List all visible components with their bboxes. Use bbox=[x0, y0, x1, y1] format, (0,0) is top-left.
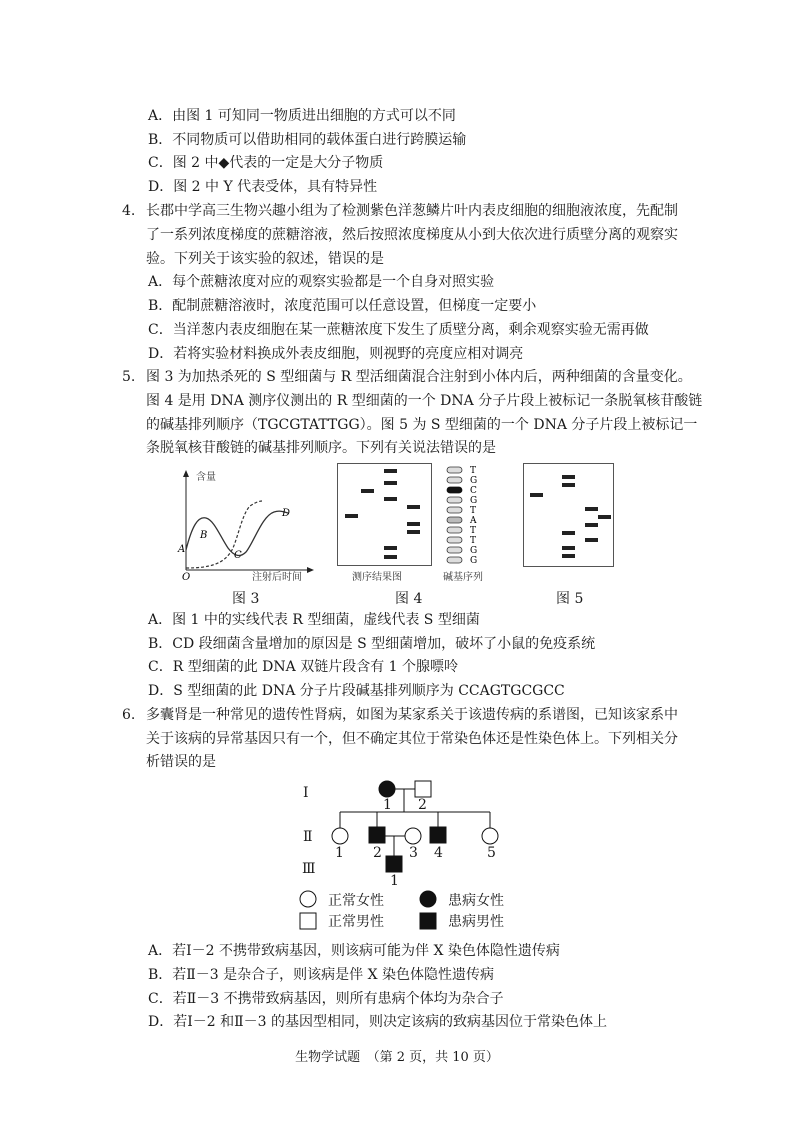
gen2-individual-2 bbox=[369, 827, 385, 843]
q4-option-c: C．当洋葱内表皮细胞在某一蔗糖浓度下发生了质壁分离，剩余观察实验无需再做 bbox=[148, 322, 649, 338]
q4-stem-line-2: 了一系列浓度梯度的蔗糖溶液，然后按照浓度梯度从小到大依次进行质壁分离的观察实 bbox=[146, 227, 678, 243]
q6-option-c: C．若Ⅱ－3 不携带致病基因，则所有患病个体均为杂合子 bbox=[148, 991, 504, 1007]
q5-option-b: B．CD 段细菌含量增加的原因是 S 型细菌增加，破坏了小鼠的免疫系统 bbox=[148, 636, 596, 652]
q3-option-d: D．图 2 中 Y 代表受体，具有特异性 bbox=[148, 179, 378, 195]
generation-label-3: Ⅲ bbox=[302, 861, 316, 877]
q4-option-b: B．配制蔗糖溶液时，浓度范围可以任意设置，但梯度一定要小 bbox=[148, 298, 537, 314]
q5-option-a: A．图 1 中的实线代表 R 型细菌，虚线代表 S 型细菌 bbox=[148, 612, 480, 628]
fig4-sublabel-left: 测序结果图 bbox=[352, 572, 402, 583]
legend-normal-male-symbol bbox=[300, 913, 316, 929]
q6-stem-line-3: 析错误的是 bbox=[146, 754, 216, 770]
gen2-number-4: 4 bbox=[434, 845, 443, 861]
q4-stem-line-3: 验。下列关于该实验的叙述，错误的是 bbox=[146, 251, 384, 267]
fig4-base-3: C bbox=[470, 486, 477, 496]
q5-stem-line-2: 图 4 是用 DNA 测序仪测出的 R 型细菌的一个 DNA 分子片段上被标记一条脱氧核苷酸链 bbox=[146, 393, 703, 409]
gen1-number-2: 2 bbox=[418, 797, 427, 813]
q6-number: 6. bbox=[122, 707, 136, 723]
q6-option-d: D．若Ⅰ－2 和Ⅱ－3 的基因型相同，则决定该病的致病基因位于常染色体上 bbox=[148, 1014, 607, 1030]
generation-label-1: Ⅰ bbox=[303, 785, 309, 801]
figure-5-sequencing bbox=[523, 463, 615, 568]
fig4-base-9: G bbox=[470, 546, 478, 556]
figure-4-sequencing bbox=[337, 463, 497, 567]
legend-affected-female-symbol bbox=[420, 891, 436, 907]
gen2-individual-4 bbox=[430, 827, 446, 843]
page-footer: 生物学试题 （第 2 页，共 10 页） bbox=[295, 1050, 499, 1065]
fig3-point-b: B bbox=[200, 530, 208, 541]
gen1-number-1: 1 bbox=[383, 797, 392, 813]
fig3-point-c: C bbox=[234, 550, 242, 561]
fig3-ylabel: 含量 bbox=[196, 472, 216, 483]
fig3-caption: 图 3 bbox=[232, 591, 260, 607]
generation-label-2: Ⅱ bbox=[303, 829, 313, 845]
gen3-individual-1 bbox=[386, 856, 402, 872]
gen1-individual-1 bbox=[379, 781, 395, 797]
q5-stem-line-1: 图 3 为加热杀死的 S 型细菌与 R 型活细菌混合注射到小体内后，两种细菌的含量变化。 bbox=[146, 369, 692, 385]
gen2-individual-3 bbox=[405, 828, 421, 844]
q5-number: 5. bbox=[122, 369, 136, 385]
q6-stem-line-2: 关于该病的异常基因只有一个，但不确定其位于常染色体还是性染色体上。下列相关分 bbox=[146, 731, 678, 747]
legend-affected-male-symbol bbox=[420, 913, 436, 929]
legend-affected-female: 患病女性 bbox=[448, 893, 504, 909]
q5-option-c: C．R 型细菌的此 DNA 双链片段含有 1 个腺嘌呤 bbox=[148, 659, 458, 675]
fig4-base-7: T bbox=[470, 526, 477, 536]
fig4-base-10: G bbox=[470, 556, 478, 566]
q5-stem-line-3: 的碱基排列顺序（TGCGTATTGG）。图 5 为 S 型细菌的一个 DNA 分子片段上被标记一 bbox=[146, 417, 698, 433]
gen1-individual-2 bbox=[415, 781, 431, 797]
legend-normal-male: 正常男性 bbox=[328, 914, 384, 930]
fig4-base-8: T bbox=[470, 536, 477, 546]
fig4-base-5: T bbox=[470, 506, 477, 516]
legend-normal-female: 正常女性 bbox=[328, 893, 384, 909]
gen2-individual-5 bbox=[482, 828, 498, 844]
q6-option-a: A．若Ⅰ－2 不携带致病基因，则该病可能为伴 X 染色体隐性遗传病 bbox=[148, 943, 560, 959]
fig3-xlabel: 注射后时间 bbox=[252, 572, 302, 583]
fig4-sublabel-right: 碱基序列 bbox=[443, 572, 483, 583]
legend-normal-female-symbol bbox=[300, 891, 316, 907]
fig4-caption: 图 4 bbox=[395, 591, 423, 607]
fig4-base-1: T bbox=[470, 466, 477, 476]
q3-option-b: B．不同物质可以借助相同的载体蛋白进行跨膜运输 bbox=[148, 132, 467, 148]
gen2-number-5: 5 bbox=[487, 845, 496, 861]
q4-option-d: D．若将实验材料换成外表皮细胞，则视野的亮度应相对调亮 bbox=[148, 346, 524, 362]
q6-stem-line-1: 多囊肾是一种常见的遗传性肾病，如图为某家系关于该遗传病的系谱图，已知该家系中 bbox=[146, 707, 678, 723]
q4-number: 4. bbox=[122, 203, 136, 219]
fig4-base-4: G bbox=[470, 496, 478, 506]
q5-stem-line-4: 条脱氧核苷酸链的碱基排列顺序。下列有关说法错误的是 bbox=[146, 440, 496, 456]
q6-option-b: B．若Ⅱ－3 是杂合子，则该病是伴 X 染色体隐性遗传病 bbox=[148, 967, 495, 983]
legend-affected-male: 患病男性 bbox=[448, 914, 504, 930]
fig4-base-2: G bbox=[470, 476, 478, 486]
gen2-number-3: 3 bbox=[409, 845, 418, 861]
gen2-number-1: 1 bbox=[335, 845, 344, 861]
fig4-base-ladder bbox=[447, 467, 462, 563]
q4-stem-line-1: 长郡中学高三生物兴趣小组为了检测紫色洋葱鳞片叶内表皮细胞的细胞液浓度，先配制 bbox=[146, 203, 678, 219]
figure-3-graph bbox=[170, 466, 320, 584]
fig3-point-d: D bbox=[282, 508, 291, 519]
fig4-base-6: A bbox=[470, 516, 477, 526]
gen3-number-1: 1 bbox=[390, 873, 399, 889]
fig3-point-a: A bbox=[178, 544, 186, 555]
gen2-number-2: 2 bbox=[373, 845, 382, 861]
q3-option-c: C．图 2 中◆代表的一定是大分子物质 bbox=[148, 155, 384, 171]
fig5-caption: 图 5 bbox=[556, 591, 584, 607]
q5-option-d: D．S 型细菌的此 DNA 分子片段碱基排列顺序为 CCAGTGCGCC bbox=[148, 683, 565, 699]
q4-option-a: A．每个蔗糖浓度对应的观察实验都是一个自身对照实验 bbox=[148, 274, 495, 290]
gen2-individual-1 bbox=[332, 828, 348, 844]
q3-option-a: A．由图 1 可知同一物质进出细胞的方式可以不同 bbox=[148, 108, 456, 124]
fig3-origin-label: O bbox=[182, 572, 191, 583]
